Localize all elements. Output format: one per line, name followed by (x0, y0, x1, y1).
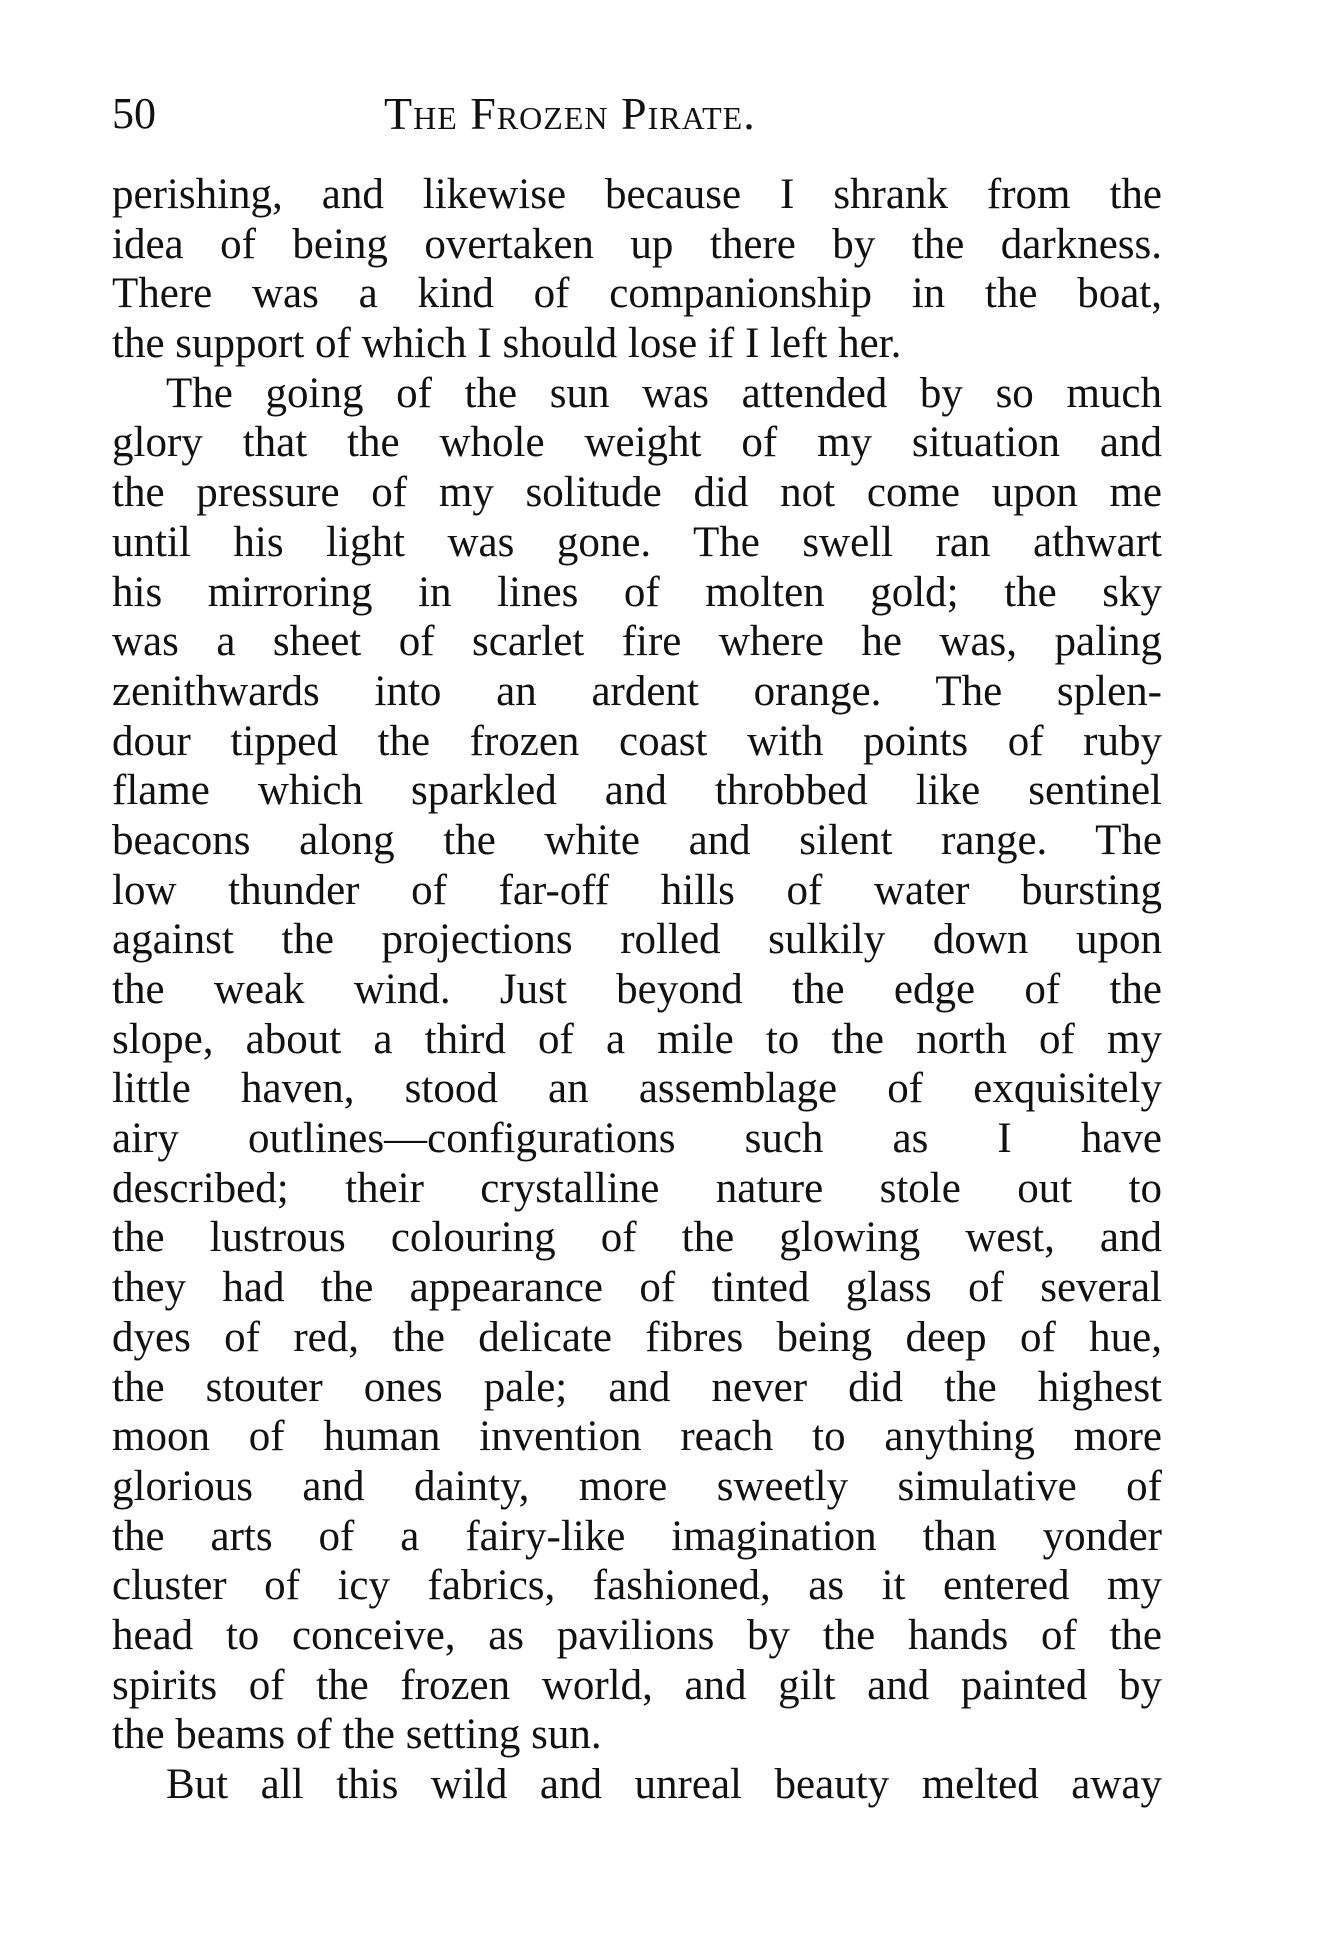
text-line: dour tipped the frozen coast with points of ruby (112, 717, 1162, 765)
text-line: perishing, and likewise because I shrank from the (112, 171, 1162, 218)
text-line: moon of human invention reach to anything more (112, 1413, 1162, 1461)
text-line: glory that the whole weight of my situation and (112, 419, 1162, 467)
text-line: cluster of icy fabrics, fashioned, as it entered my (112, 1562, 1162, 1610)
text-line: slope, about a third of a mile to the north of my (112, 1015, 1162, 1063)
text-line: head to conceive, as pavilions by the hands of the (112, 1611, 1162, 1659)
text-line: But all this wild and unreal beauty melted away (166, 1761, 1162, 1808)
text-line: the arts of a fairy-like imagination than yonder (112, 1512, 1162, 1560)
text-line: The going of the sun was attended by so much (166, 369, 1162, 417)
text-line: they had the appearance of tinted glass of several (112, 1264, 1162, 1312)
text-line: spirits of the frozen world, and gilt and painted by (112, 1661, 1162, 1709)
text-line: against the projections rolled sulkily down upon (112, 916, 1162, 964)
text-line: the beams of the setting sun. (112, 1711, 602, 1759)
text-line: the lustrous colouring of the glowing west, and (112, 1214, 1162, 1262)
text-line: the support of which I should lose if I left her. (112, 320, 902, 368)
text-line: beacons along the white and silent range. The (112, 816, 1162, 864)
running-title: The Frozen Pirate. (384, 88, 756, 139)
text-line: dyes of red, the delicate fibres being deep of hue, (112, 1313, 1162, 1361)
text-line: There was a kind of companionship in the boat, (112, 270, 1162, 318)
text-line: zenithwards into an ardent orange. The splen- (112, 667, 1162, 715)
text-line: the stouter ones pale; and never did the highest (112, 1363, 1162, 1411)
text-line: flame which sparkled and throbbed like sentinel (112, 767, 1162, 815)
page-number: 50 (112, 89, 156, 138)
text-line: low thunder of far-off hills of water bursting (112, 866, 1162, 914)
page-header (112, 84, 1162, 144)
text-line: little haven, stood an assemblage of exquisitely (112, 1065, 1162, 1113)
text-line: idea of being overtaken up there by the darkness. (112, 220, 1162, 268)
text-line: was a sheet of scarlet fire where he was, paling (112, 618, 1162, 666)
text-line: the weak wind. Just beyond the edge of the (112, 966, 1162, 1013)
body-text (112, 170, 1162, 1810)
text-line: airy outlines—configurations such as I have (112, 1115, 1162, 1163)
text-line: glorious and dainty, more sweetly simulative of (112, 1462, 1162, 1510)
text-line: described; their crystalline nature stole out to (112, 1164, 1162, 1212)
text-line: his mirroring in lines of molten gold; the sky (112, 568, 1162, 616)
text-line: the pressure of my solitude did not come upon me (112, 469, 1162, 517)
text-line: until his light was gone. The swell ran athwart (112, 518, 1162, 566)
